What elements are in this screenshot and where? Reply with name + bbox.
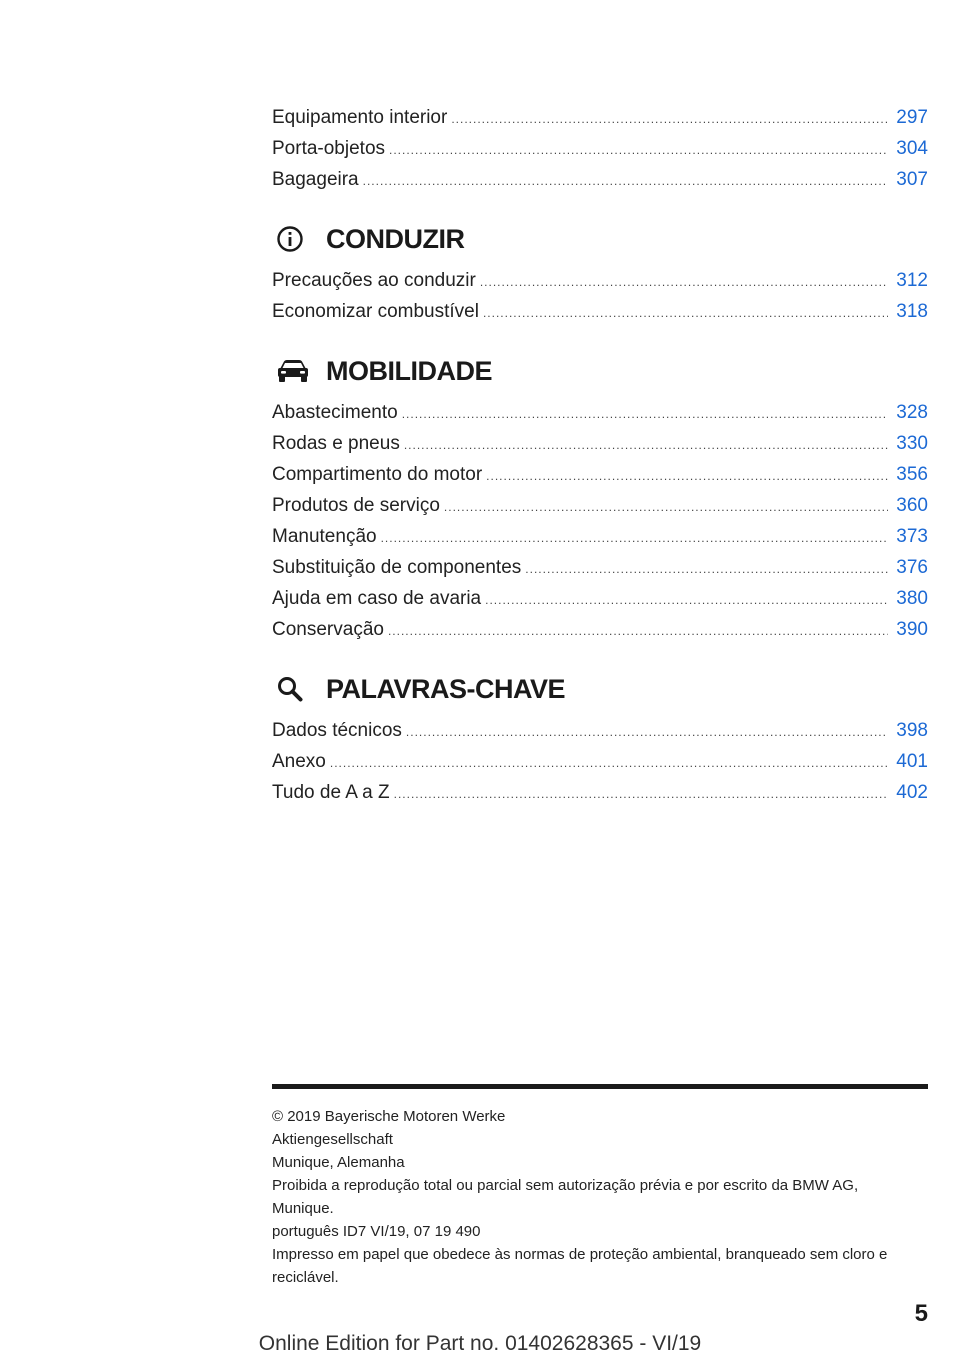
toc-entry-page[interactable]: 312	[896, 270, 928, 291]
toc-entry-title: Equipamento interior	[272, 107, 448, 128]
toc-entry-title: Abastecimento	[272, 402, 398, 423]
dot-leader	[483, 298, 888, 329]
toc-entry-title: Porta-objetos	[272, 138, 386, 159]
imprint-line: reciclável.	[272, 1269, 339, 1286]
toc-entry-title: Ajuda em caso de avaria	[272, 588, 482, 609]
section-title: MOBILIDADE	[326, 355, 492, 386]
toc-entry-page[interactable]: 356	[896, 464, 928, 485]
car-icon	[272, 353, 316, 389]
toc-entry[interactable]	[272, 715, 928, 746]
dot-leader	[525, 554, 888, 585]
imprint-line: Impresso em papel que obedece às normas de proteção ambiental, branqueado sem cloro e	[272, 1246, 888, 1263]
section-heading	[272, 353, 928, 389]
toc-entry[interactable]	[272, 777, 928, 808]
toc-entry[interactable]	[272, 296, 928, 327]
section-palavras-chave	[272, 671, 928, 808]
imprint-footer	[272, 1084, 928, 1289]
toc-entry-page[interactable]: 376	[896, 557, 928, 578]
toc-entry-page[interactable]: 380	[896, 588, 928, 609]
dot-leader	[485, 585, 888, 616]
toc-entry-page[interactable]: 402	[896, 782, 928, 803]
toc-entry-page[interactable]: 304	[896, 138, 928, 159]
toc-entry[interactable]	[272, 746, 928, 777]
page-number: 5	[914, 1300, 928, 1327]
toc-entry-page[interactable]: 373	[896, 526, 928, 547]
table-of-contents	[272, 102, 928, 808]
section-heading	[272, 671, 928, 707]
toc-entry[interactable]	[272, 133, 928, 164]
toc-entry[interactable]	[272, 397, 928, 428]
dot-leader	[451, 104, 888, 135]
imprint-line: Aktiengesellschaft	[272, 1131, 393, 1148]
info-icon	[272, 221, 316, 257]
toc-entry-page[interactable]: 390	[896, 619, 928, 640]
toc-entry-page[interactable]: 401	[896, 751, 928, 772]
search-icon	[272, 671, 316, 707]
dot-leader	[388, 616, 888, 647]
toc-entry-page[interactable]: 328	[896, 402, 928, 423]
imprint-line: Munique.	[272, 1200, 334, 1217]
toc-entry-title: Conservação	[272, 619, 384, 640]
toc-entry-page[interactable]: 330	[896, 433, 928, 454]
edition-watermark: Online Edition for Part no. 01402628365 - VI/19	[258, 1332, 702, 1355]
dot-leader	[389, 135, 888, 166]
dot-leader	[381, 523, 889, 554]
toc-entry-title: Bagageira	[272, 169, 359, 190]
section-title: CONDUZIR	[326, 223, 465, 254]
toc-entry-title: Anexo	[272, 751, 326, 772]
toc-entry-title: Rodas e pneus	[272, 433, 400, 454]
intro-entries	[272, 102, 928, 195]
dot-leader	[444, 492, 888, 523]
toc-entry-page[interactable]: 398	[896, 720, 928, 741]
toc-entry-page[interactable]: 307	[896, 169, 928, 190]
dot-leader	[402, 399, 889, 430]
dot-leader	[330, 748, 888, 779]
toc-entry-title: Precauções ao conduzir	[272, 270, 476, 291]
imprint-line: português ID7 VI/19, 07 19 490	[272, 1223, 481, 1240]
section-mobilidade	[272, 353, 928, 645]
toc-entry-page[interactable]: 297	[896, 107, 928, 128]
section-title: PALAVRAS-CHAVE	[326, 673, 566, 704]
toc-entry[interactable]	[272, 428, 928, 459]
toc-entry-title: Substituição de componentes	[272, 557, 522, 578]
toc-entry-title: Produtos de serviço	[272, 495, 440, 516]
toc-entry[interactable]	[272, 459, 928, 490]
toc-entry-title: Compartimento do motor	[272, 464, 483, 485]
dot-leader	[394, 779, 889, 810]
toc-entry-page[interactable]: 318	[896, 301, 928, 322]
toc-entry[interactable]	[272, 583, 928, 614]
toc-entry-title: Dados técnicos	[272, 720, 402, 741]
toc-entry-title: Manutenção	[272, 526, 377, 547]
imprint-line: Munique, Alemanha	[272, 1154, 405, 1171]
imprint-line: © 2019 Bayerische Motoren Werke	[272, 1108, 506, 1125]
toc-entry[interactable]	[272, 552, 928, 583]
toc-entry[interactable]	[272, 490, 928, 521]
dot-leader	[480, 267, 888, 298]
section-heading	[272, 221, 928, 257]
dot-leader	[486, 461, 888, 492]
toc-entry[interactable]	[272, 164, 928, 195]
toc-entry-title: Economizar combustível	[272, 301, 479, 322]
toc-entry[interactable]	[272, 265, 928, 296]
imprint-line: Proibida a reprodução total ou parcial sem autorização prévia e por escrito da BMW AG,	[272, 1177, 859, 1194]
footer-divider	[272, 1084, 928, 1089]
dot-leader	[406, 717, 888, 748]
toc-entry-page[interactable]: 360	[896, 495, 928, 516]
toc-entry-title: Tudo de A a Z	[272, 782, 390, 803]
toc-entry[interactable]	[272, 102, 928, 133]
dot-leader	[404, 430, 888, 461]
toc-entry[interactable]	[272, 614, 928, 645]
toc-entry[interactable]	[272, 521, 928, 552]
section-conduzir	[272, 221, 928, 327]
dot-leader	[363, 166, 889, 197]
